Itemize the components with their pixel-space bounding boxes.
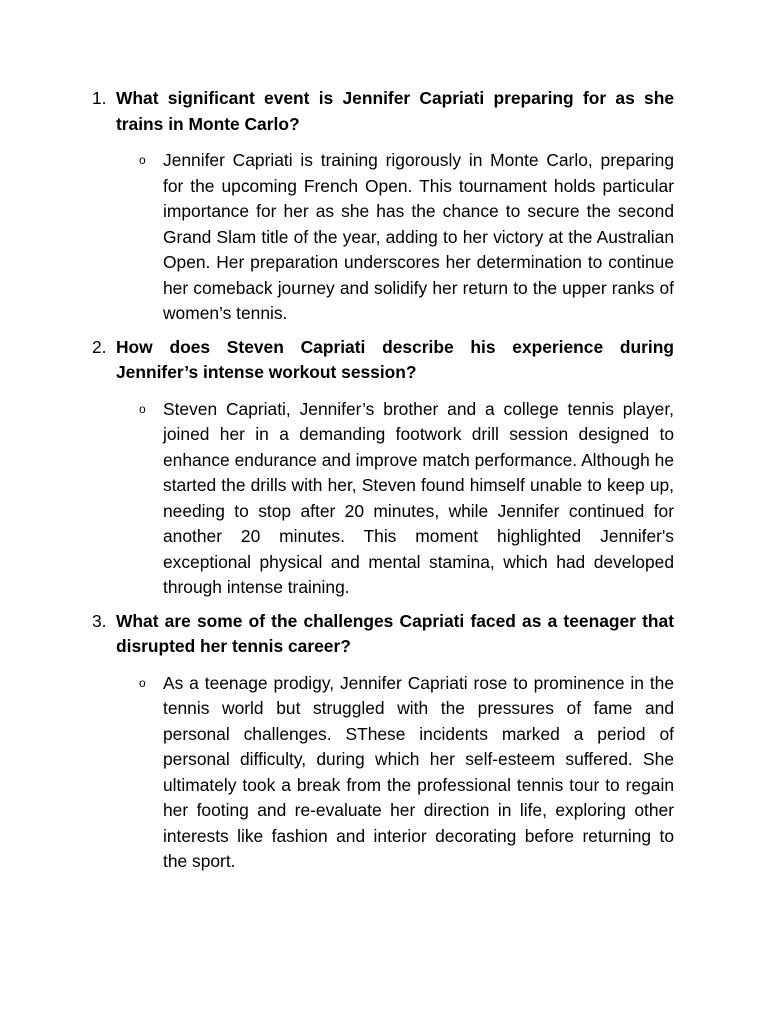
question-number: 3. xyxy=(92,610,107,631)
question-number: 1. xyxy=(92,88,107,108)
qa-item-2 xyxy=(92,335,674,601)
question-3 xyxy=(92,609,674,660)
question-text: How does Steven Capriati describe his experience during Jennifer’s intense workout session? xyxy=(116,336,674,382)
bullet-icon: o xyxy=(139,675,146,690)
answer-1 xyxy=(139,148,674,327)
answer-3 xyxy=(139,671,674,875)
question-2 xyxy=(92,335,674,386)
question-1 xyxy=(92,86,674,137)
question-text: What are some of the challenges Capriati faced as a teenager that disrupted her tennis career? xyxy=(116,610,674,656)
bullet-icon: o xyxy=(139,153,146,167)
question-number: 2. xyxy=(92,336,107,357)
answer-text: Jennifer Capriati is training rigorously in Monte Carlo, preparing for the upcoming French Open. This tournament holds particular importance for her as she has the chance to secure the second Grand Slam title of the year, adding to her victory at the Australian Open. Her preparation underscores her determination to continue her comeback journey and solidify her return to the upper ranks of women’s tennis. xyxy=(163,150,674,323)
qa-item-1 xyxy=(92,86,674,327)
qa-item-3 xyxy=(92,609,674,875)
bullet-icon: o xyxy=(139,401,146,416)
question-text: What significant event is Jennifer Capriati preparing for as she trains in Monte Carlo? xyxy=(116,88,674,134)
answer-2 xyxy=(139,397,674,601)
answer-text: As a teenage prodigy, Jennifer Capriati rose to prominence in the tennis world but struggled with the pressures of fame and personal challenges. SThese incidents marked a period of personal difficulty, during which her self-esteem suffered. She ultimately took a break from the professional tennis tour to regain her footing and re-evaluate her direction in life, exploring other interests like fashion and interior decorating before returning to the sport. xyxy=(163,672,674,871)
answer-text: Steven Capriati, Jennifer’s brother and a college tennis player, joined her in a demanding footwork drill session designed to enhance endurance and improve match performance. Although he started the drills with her, Steven found himself unable to keep up, needing to stop after 20 minutes, while Jennifer continued for another 20 minutes. This moment highlighted Jennifer's exceptional physical and mental stamina, which had developed through intense training. xyxy=(163,398,674,597)
